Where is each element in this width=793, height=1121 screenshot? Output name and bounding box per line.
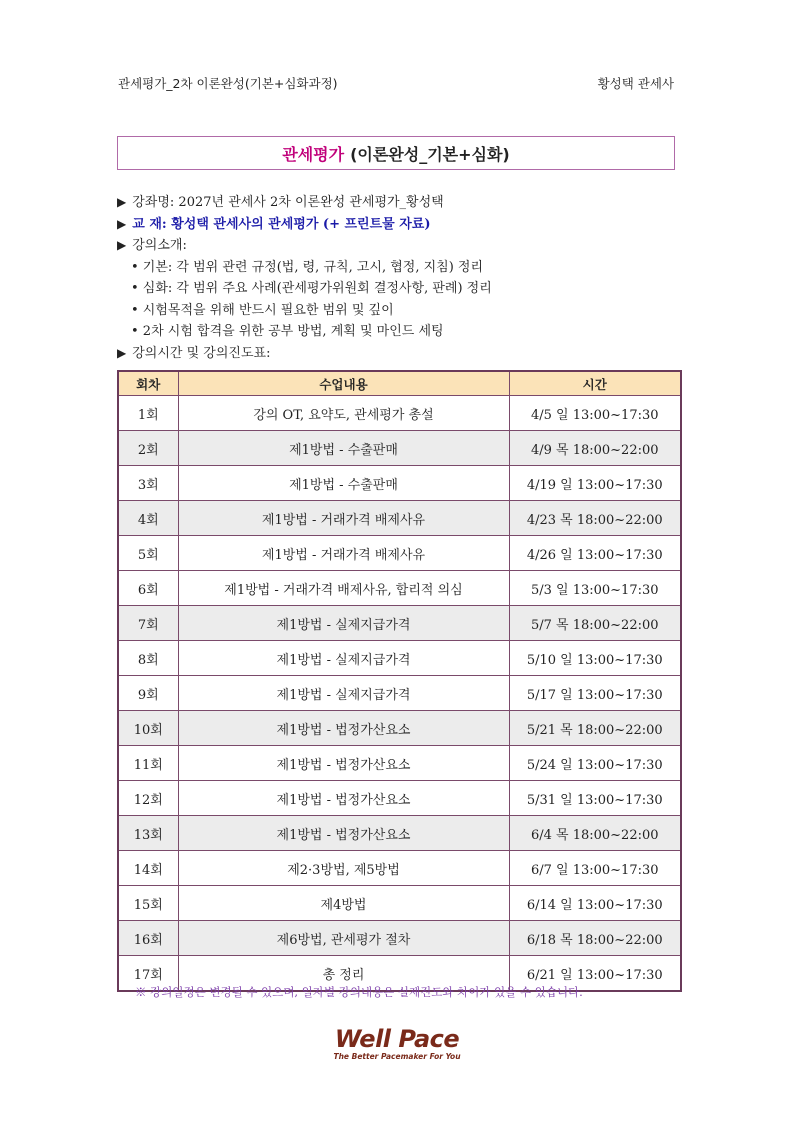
session-cell: 2회 [118, 431, 178, 466]
table-row [118, 466, 681, 501]
table-row [118, 606, 681, 641]
course-name-line [117, 192, 677, 214]
schedule-note: ※ 강의일정은 변경될 수 있으며, 일자별 강의내용은 실제진도와 차이가 있을 수 있습니다. [135, 985, 583, 999]
content-cell: 제1방법 - 법정가산요소 [178, 746, 509, 781]
schedule-heading: 강의시간 및 강의진도표: [132, 345, 271, 361]
course-intro [117, 192, 677, 364]
header-instructor-label: 황성택 관세사 [597, 76, 674, 91]
table-row [118, 746, 681, 781]
session-cell: 12회 [118, 781, 178, 816]
triangle-marker-icon: ▶ [117, 238, 127, 252]
table-row [118, 921, 681, 956]
table-row [118, 851, 681, 886]
time-cell: 4/9 목 18:00~22:00 [509, 431, 681, 466]
session-cell: 4회 [118, 501, 178, 536]
content-cell: 제6방법, 관세평가 절차 [178, 921, 509, 956]
content-cell: 제1방법 - 거래가격 배제사유 [178, 536, 509, 571]
intro-bullet: • 심화: 각 범위 주요 사례(관세평가위원회 결정사항, 판례) 정리 [131, 281, 492, 296]
triangle-marker-icon: ▶ [117, 195, 127, 209]
session-cell: 14회 [118, 851, 178, 886]
time-cell: 6/4 목 18:00~22:00 [509, 816, 681, 851]
time-cell: 6/18 목 18:00~22:00 [509, 921, 681, 956]
content-cell: 제1방법 - 실제지급가격 [178, 641, 509, 676]
content-cell: 제1방법 - 법정가산요소 [178, 816, 509, 851]
time-cell: 5/24 일 13:00~17:30 [509, 746, 681, 781]
title-rest: (이론완성_기본+심화) [350, 144, 510, 164]
table-row [118, 781, 681, 816]
intro-heading-line [117, 235, 677, 257]
session-cell: 6회 [118, 571, 178, 606]
intro-bullet: • 시험목적을 위해 반드시 필요한 범위 및 깊이 [131, 302, 394, 318]
session-cell: 1회 [118, 396, 178, 431]
time-cell: 5/10 일 13:00~17:30 [509, 641, 681, 676]
triangle-marker-icon: ▶ [117, 345, 127, 360]
content-cell: 제1방법 - 법정가산요소 [178, 711, 509, 746]
time-cell: 5/17 일 13:00~17:30 [509, 676, 681, 711]
time-cell: 5/3 일 13:00~17:30 [509, 571, 681, 606]
column-header-time: 시간 [509, 371, 681, 396]
time-cell: 4/23 목 18:00~22:00 [509, 501, 681, 536]
content-cell: 제1방법 - 법정가산요소 [178, 781, 509, 816]
table-row [118, 396, 681, 431]
content-cell: 제1방법 - 실제지급가격 [178, 606, 509, 641]
content-cell: 제1방법 - 수출판매 [178, 431, 509, 466]
time-cell: 5/7 목 18:00~22:00 [509, 606, 681, 641]
content-cell: 제1방법 - 실제지급가격 [178, 676, 509, 711]
session-cell: 7회 [118, 606, 178, 641]
logo-tagline: The Better Pacemaker For You [333, 1052, 461, 1061]
session-cell: 10회 [118, 711, 178, 746]
intro-bullet: • 2차 시험 합격을 위한 공부 방법, 계획 및 마인드 세팅 [131, 324, 444, 339]
time-cell: 6/14 일 13:00~17:30 [509, 886, 681, 921]
session-cell: 15회 [118, 886, 178, 921]
intro-heading: 강의소개: [132, 238, 187, 253]
time-cell: 4/5 일 13:00~17:30 [509, 396, 681, 431]
content-cell: 총 정리 [178, 956, 509, 992]
running-header [118, 74, 674, 92]
logo-brand: Well Pace [334, 1025, 460, 1053]
column-header-session: 회차 [118, 371, 178, 396]
content-cell: 강의 OT, 요약도, 관세평가 총설 [178, 396, 509, 431]
session-cell: 16회 [118, 921, 178, 956]
table-row [118, 816, 681, 851]
time-cell: 5/31 일 13:00~17:30 [509, 781, 681, 816]
session-cell: 8회 [118, 641, 178, 676]
course-name: 강좌명: 2027년 관세사 2차 이론완성 관세평가_황성택 [132, 195, 444, 210]
content-cell: 제1방법 - 거래가격 배제사유 [178, 501, 509, 536]
time-cell: 6/7 일 13:00~17:30 [509, 851, 681, 886]
title-accent: 관세평가 [282, 144, 345, 164]
content-cell: 제4방법 [178, 886, 509, 921]
session-cell: 17회 [118, 956, 178, 992]
intro-bullet: • 기본: 각 범위 관련 규정(법, 령, 규칙, 고시, 협정, 지침) 정리 [131, 259, 484, 275]
table-row [118, 536, 681, 571]
session-cell: 5회 [118, 536, 178, 571]
document-title [117, 136, 675, 170]
table-row [118, 676, 681, 711]
table-row [118, 641, 681, 676]
session-cell: 11회 [118, 746, 178, 781]
time-cell: 5/21 목 18:00~22:00 [509, 711, 681, 746]
textbook: 교 재: 황성택 관세사의 관세평가 (+ 프린트물 자료) [132, 216, 431, 232]
schedule-table [117, 370, 682, 992]
header-course-label: 관세평가_2차 이론완성(기본+심화과정) [118, 76, 338, 91]
schedule-heading-line [117, 343, 677, 365]
session-cell: 9회 [118, 676, 178, 711]
textbook-line [117, 214, 677, 236]
table-row [118, 711, 681, 746]
table-row [118, 431, 681, 466]
table-row [118, 571, 681, 606]
time-cell: 4/26 일 13:00~17:30 [509, 536, 681, 571]
content-cell: 제1방법 - 거래가격 배제사유, 합리적 의심 [178, 571, 509, 606]
wellpace-logo [332, 1026, 462, 1062]
column-header-content: 수업내용 [178, 371, 509, 396]
table-header-row [118, 371, 681, 396]
content-cell: 제2·3방법, 제5방법 [178, 851, 509, 886]
content-cell: 제1방법 - 수출판매 [178, 466, 509, 501]
triangle-marker-icon: ▶ [117, 216, 127, 231]
session-cell: 13회 [118, 816, 178, 851]
session-cell: 3회 [118, 466, 178, 501]
time-cell: 4/19 일 13:00~17:30 [509, 466, 681, 501]
time-cell: 6/21 일 13:00~17:30 [509, 956, 681, 992]
table-row [118, 886, 681, 921]
table-row [118, 501, 681, 536]
